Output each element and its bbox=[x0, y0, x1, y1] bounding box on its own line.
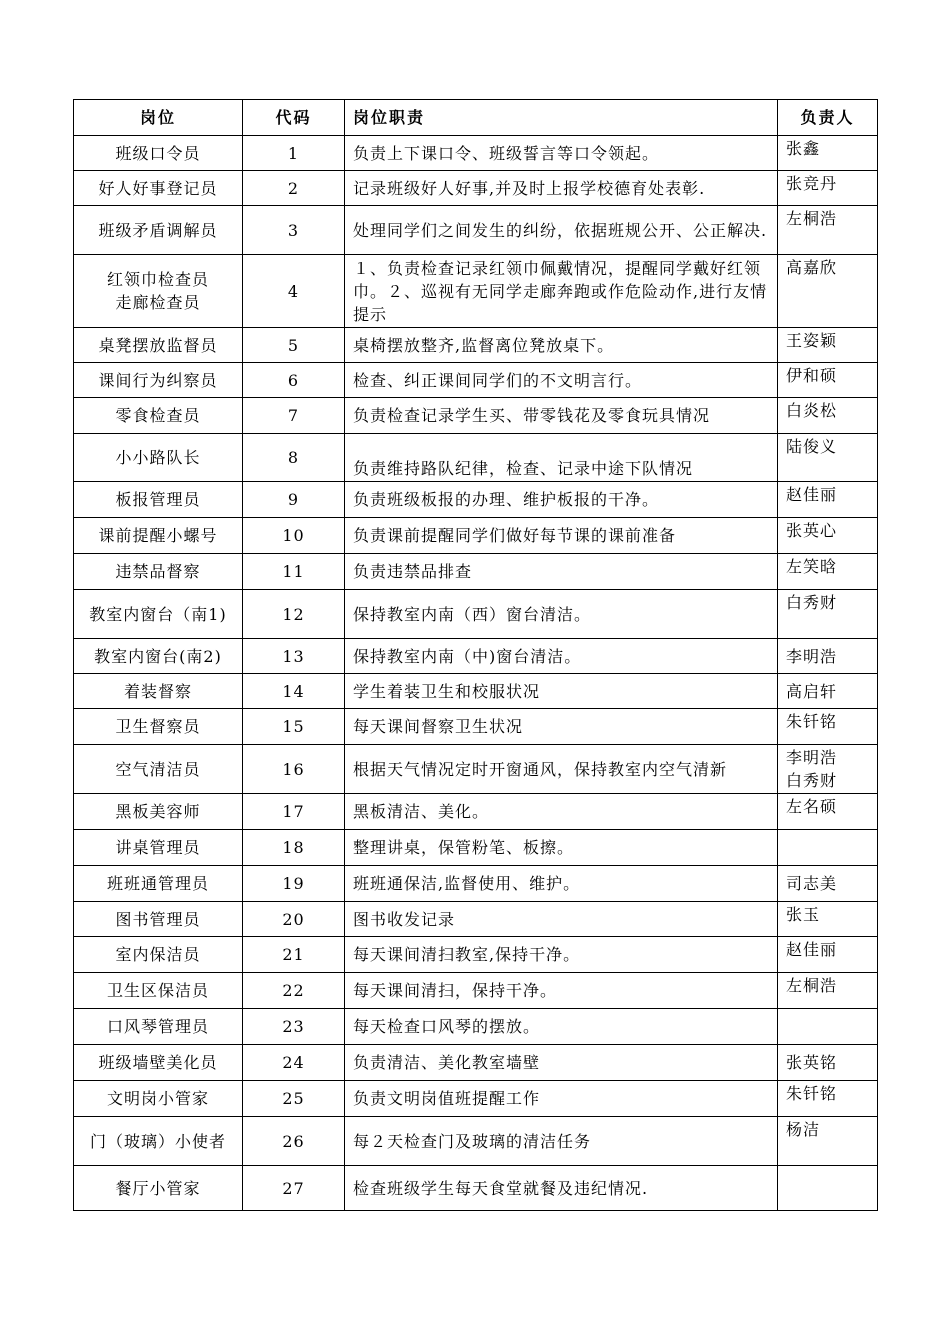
code-cell: 1 bbox=[243, 136, 345, 171]
duty-cell: 负责文明岗值班提醒工作 bbox=[345, 1081, 778, 1117]
code-cell: 4 bbox=[243, 255, 345, 328]
position-cell: 黑板美容师 bbox=[74, 794, 243, 830]
duty-cell: １、负责检查记录红领巾佩戴情况，提醒同学戴好红领巾。２、巡视有无同学走廊奔跑或作危险动作,进行友情提示 bbox=[345, 255, 778, 328]
code-cell: 22 bbox=[243, 973, 345, 1009]
owner-cell: 朱钎铭 bbox=[778, 1081, 878, 1117]
position-cell: 空气清洁员 bbox=[74, 745, 243, 794]
duty-cell: 负责上下课口令、班级誓言等口令领起。 bbox=[345, 136, 778, 171]
position-cell: 班级口令员 bbox=[74, 136, 243, 171]
table-row bbox=[74, 674, 878, 709]
code-cell: 6 bbox=[243, 363, 345, 398]
duty-cell: 记录班级好人好事,并及时上报学校德育处表彰. bbox=[345, 171, 778, 206]
position-cell: 板报管理员 bbox=[74, 482, 243, 518]
table-row bbox=[74, 709, 878, 745]
position-cell: 图书管理员 bbox=[74, 902, 243, 937]
position-cell: 门（玻璃）小使者 bbox=[74, 1117, 243, 1166]
code-cell: 16 bbox=[243, 745, 345, 794]
code-cell: 15 bbox=[243, 709, 345, 745]
code-cell: 19 bbox=[243, 866, 345, 902]
owner-cell: 朱钎铭 bbox=[778, 709, 878, 745]
duty-cell: 图书收发记录 bbox=[345, 902, 778, 937]
position-cell: 红领巾检查员 走廊检查员 bbox=[74, 255, 243, 328]
table-row bbox=[74, 639, 878, 674]
position-cell: 违禁品督察 bbox=[74, 554, 243, 590]
owner-cell: 张竞丹 bbox=[778, 171, 878, 206]
duty-cell: 根据天气情况定时开窗通风，保持教室内空气清新 bbox=[345, 745, 778, 794]
table-row bbox=[74, 866, 878, 902]
position-cell: 文明岗小管家 bbox=[74, 1081, 243, 1117]
owner-cell: 白炎松 bbox=[778, 398, 878, 434]
position-cell: 班级矛盾调解员 bbox=[74, 206, 243, 255]
table-row bbox=[74, 206, 878, 255]
code-cell: 12 bbox=[243, 590, 345, 639]
table-row bbox=[74, 973, 878, 1009]
table-row bbox=[74, 1009, 878, 1045]
duty-cell: 每天课间清扫，保持干净。 bbox=[345, 973, 778, 1009]
owner-cell: 杨洁 bbox=[778, 1117, 878, 1166]
table-row bbox=[74, 554, 878, 590]
owner-cell: 张鑫 bbox=[778, 136, 878, 171]
owner-cell: 司志美 bbox=[778, 866, 878, 902]
code-cell: 26 bbox=[243, 1117, 345, 1166]
position-cell: 室内保洁员 bbox=[74, 937, 243, 973]
owner-cell bbox=[778, 1009, 878, 1045]
table-row bbox=[74, 363, 878, 398]
code-cell: 25 bbox=[243, 1081, 345, 1117]
position-cell: 课间行为纠察员 bbox=[74, 363, 243, 398]
owner-cell: 李明浩 bbox=[778, 639, 878, 674]
duty-cell: 桌椅摆放整齐,监督离位凳放桌下。 bbox=[345, 328, 778, 363]
duty-cell: 每天检查口风琴的摆放。 bbox=[345, 1009, 778, 1045]
duty-cell: 检查、纠正课间同学们的不文明言行。 bbox=[345, 363, 778, 398]
duty-cell: 负责检查记录学生买、带零钱花及零食玩具情况 bbox=[345, 398, 778, 434]
owner-cell: 左桐浩 bbox=[778, 206, 878, 255]
table-row bbox=[74, 794, 878, 830]
table-row bbox=[74, 902, 878, 937]
table-row bbox=[74, 937, 878, 973]
header-row bbox=[74, 100, 878, 136]
code-cell: 5 bbox=[243, 328, 345, 363]
position-cell: 教室内窗台(南2) bbox=[74, 639, 243, 674]
code-cell: 11 bbox=[243, 554, 345, 590]
code-cell: 9 bbox=[243, 482, 345, 518]
table-row bbox=[74, 1045, 878, 1081]
table-row bbox=[74, 328, 878, 363]
header-position: 岗位 bbox=[74, 100, 243, 136]
owner-cell: 李明浩 白秀财 bbox=[778, 745, 878, 794]
position-cell: 班班通管理员 bbox=[74, 866, 243, 902]
position-cell: 卫生督察员 bbox=[74, 709, 243, 745]
owner-cell: 赵佳丽 bbox=[778, 482, 878, 518]
position-cell: 口风琴管理员 bbox=[74, 1009, 243, 1045]
table-body bbox=[74, 136, 878, 1211]
duty-cell: 黑板清洁、美化。 bbox=[345, 794, 778, 830]
owner-cell: 左笑晗 bbox=[778, 554, 878, 590]
code-cell: 21 bbox=[243, 937, 345, 973]
code-cell: 18 bbox=[243, 830, 345, 866]
duty-cell: 检查班级学生每天食堂就餐及违纪情况. bbox=[345, 1166, 778, 1211]
duty-cell: 负责维持路队纪律，检查、记录中途下队情况 bbox=[345, 434, 778, 482]
position-cell: 课前提醒小螺号 bbox=[74, 518, 243, 554]
duty-table bbox=[73, 99, 878, 1211]
owner-cell: 陆俊义 bbox=[778, 434, 878, 482]
owner-cell bbox=[778, 1166, 878, 1211]
table-row bbox=[74, 1081, 878, 1117]
code-cell: 27 bbox=[243, 1166, 345, 1211]
position-cell: 小小路队长 bbox=[74, 434, 243, 482]
code-cell: 17 bbox=[243, 794, 345, 830]
owner-cell: 张英心 bbox=[778, 518, 878, 554]
table-row bbox=[74, 590, 878, 639]
code-cell: 13 bbox=[243, 639, 345, 674]
table-row bbox=[74, 255, 878, 328]
position-cell: 教室内窗台（南1) bbox=[74, 590, 243, 639]
owner-cell: 赵佳丽 bbox=[778, 937, 878, 973]
header-duty: 岗位职责 bbox=[345, 100, 778, 136]
position-cell: 桌凳摆放监督员 bbox=[74, 328, 243, 363]
duty-cell: 处理同学们之间发生的纠纷，依据班规公开、公正解决. bbox=[345, 206, 778, 255]
owner-cell: 伊和硕 bbox=[778, 363, 878, 398]
table-row bbox=[74, 745, 878, 794]
code-cell: 24 bbox=[243, 1045, 345, 1081]
duty-cell: 负责课前提醒同学们做好每节课的课前准备 bbox=[345, 518, 778, 554]
code-cell: 7 bbox=[243, 398, 345, 434]
position-cell: 着装督察 bbox=[74, 674, 243, 709]
owner-cell: 高启轩 bbox=[778, 674, 878, 709]
duty-cell: 班班通保洁,监督使用、维护。 bbox=[345, 866, 778, 902]
owner-cell: 左名硕 bbox=[778, 794, 878, 830]
owner-cell: 王姿颖 bbox=[778, 328, 878, 363]
owner-cell: 左桐浩 bbox=[778, 973, 878, 1009]
table-row bbox=[74, 518, 878, 554]
table-row bbox=[74, 1166, 878, 1211]
position-cell: 好人好事登记员 bbox=[74, 171, 243, 206]
position-cell: 讲桌管理员 bbox=[74, 830, 243, 866]
table-row bbox=[74, 1117, 878, 1166]
duty-cell: 每２天检查门及玻璃的清洁任务 bbox=[345, 1117, 778, 1166]
code-cell: 20 bbox=[243, 902, 345, 937]
duty-cell: 学生着装卫生和校服状况 bbox=[345, 674, 778, 709]
table-row bbox=[74, 136, 878, 171]
position-cell: 班级墙壁美化员 bbox=[74, 1045, 243, 1081]
code-cell: 10 bbox=[243, 518, 345, 554]
header-owner: 负责人 bbox=[778, 100, 878, 136]
table-row bbox=[74, 171, 878, 206]
header-code: 代码 bbox=[243, 100, 345, 136]
duty-cell: 保持教室内南（中)窗台清洁。 bbox=[345, 639, 778, 674]
duty-cell: 负责班级板报的办理、维护板报的干净。 bbox=[345, 482, 778, 518]
code-cell: 3 bbox=[243, 206, 345, 255]
owner-cell: 张英铭 bbox=[778, 1045, 878, 1081]
table-row bbox=[74, 434, 878, 482]
duty-cell: 每天课间清扫教室,保持干净。 bbox=[345, 937, 778, 973]
position-cell: 卫生区保洁员 bbox=[74, 973, 243, 1009]
code-cell: 14 bbox=[243, 674, 345, 709]
code-cell: 23 bbox=[243, 1009, 345, 1045]
owner-cell: 白秀财 bbox=[778, 590, 878, 639]
table-row bbox=[74, 482, 878, 518]
duty-cell: 负责违禁品排查 bbox=[345, 554, 778, 590]
duty-cell: 保持教室内南（西）窗台清洁。 bbox=[345, 590, 778, 639]
position-cell: 零食检查员 bbox=[74, 398, 243, 434]
table-row bbox=[74, 398, 878, 434]
owner-cell bbox=[778, 830, 878, 866]
code-cell: 8 bbox=[243, 434, 345, 482]
duty-cell: 整理讲桌，保管粉笔、板擦。 bbox=[345, 830, 778, 866]
code-cell: 2 bbox=[243, 171, 345, 206]
position-cell: 餐厅小管家 bbox=[74, 1166, 243, 1211]
duty-cell: 负责清洁、美化教室墙壁 bbox=[345, 1045, 778, 1081]
owner-cell: 张玉 bbox=[778, 902, 878, 937]
owner-cell: 高嘉欣 bbox=[778, 255, 878, 328]
duty-cell: 每天课间督察卫生状况 bbox=[345, 709, 778, 745]
table-row bbox=[74, 830, 878, 866]
